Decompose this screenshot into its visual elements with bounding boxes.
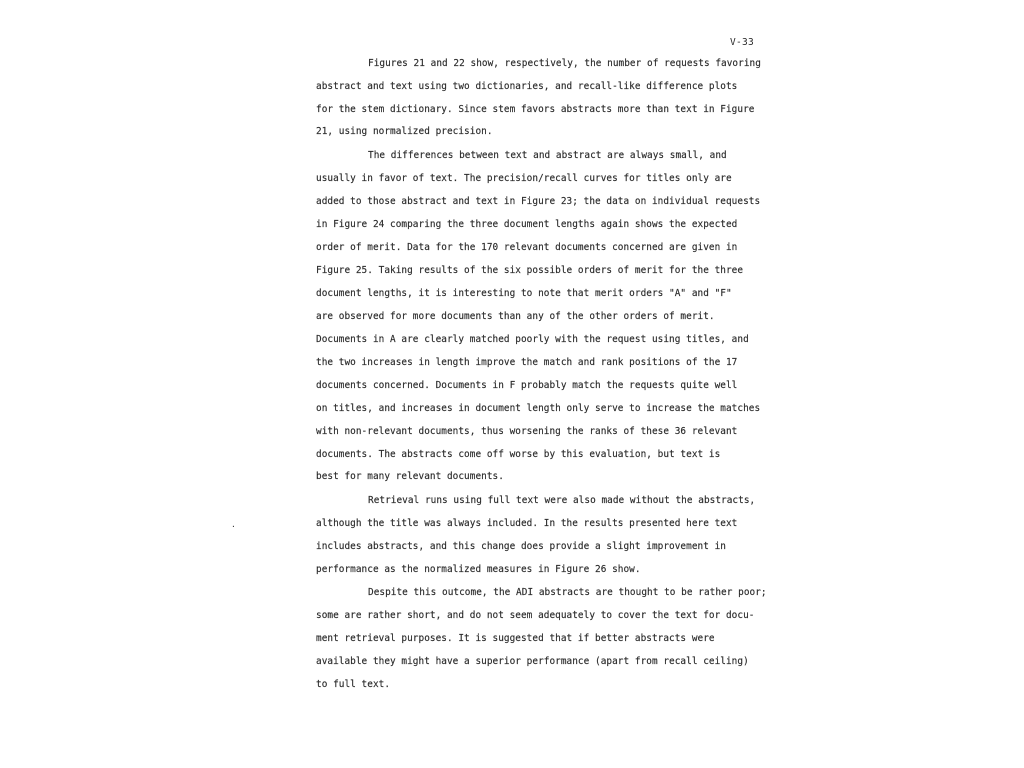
- text-line: documents. The abstracts come off worse by this evaluation, but text is: [316, 449, 721, 460]
- text-line: 21, using normalized precision.: [316, 126, 493, 137]
- text-line: some are rather short, and do not seem adequately to cover the text for docu-: [316, 610, 755, 621]
- text-line: although the title was always included. In the results presented here text: [316, 518, 738, 529]
- text-line: ment retrieval purposes. It is suggested that if better abstracts were: [316, 633, 715, 644]
- text-line: Documents in A are clearly matched poorly with the request using titles, and: [316, 334, 749, 345]
- text-line: includes abstracts, and this change does provide a slight improvement in: [316, 541, 726, 552]
- text-line: to full text.: [316, 679, 391, 690]
- text-line: Figure 25. Taking results of the six possible orders of merit for the three: [316, 265, 744, 276]
- text-line: document lengths, it is interesting to note that merit orders "A" and "F": [316, 288, 732, 299]
- page-number: V-33: [730, 37, 755, 48]
- text-line: are observed for more documents than any of the other orders of merit.: [316, 311, 715, 322]
- text-line: The differences between text and abstract are always small, and: [368, 150, 727, 161]
- text-line: Retrieval runs using full text were also made without the abstracts,: [368, 495, 756, 506]
- text-line: Figures 21 and 22 show, respectively, the number of requests favoring: [368, 58, 761, 69]
- text-line: in Figure 24 comparing the three document lengths again shows the expected: [316, 219, 738, 230]
- text-line: with non-relevant documents, thus worsening the ranks of these 36 relevant: [316, 426, 738, 437]
- text-line: best for many relevant documents.: [316, 471, 504, 482]
- text-line: performance as the normalized measures in Figure 26 show.: [316, 564, 641, 575]
- text-line: added to those abstract and text in Figure 23; the data on individual requests: [316, 196, 761, 207]
- text-line: documents concerned. Documents in F probably match the requests quite well: [316, 380, 738, 391]
- text-line: usually in favor of text. The precision/recall curves for titles only are: [316, 173, 732, 184]
- text-line: the two increases in length improve the match and rank positions of the 17: [316, 357, 738, 368]
- scan-speck: .: [231, 520, 236, 529]
- text-line: available they might have a superior performance (apart from recall ceiling): [316, 656, 749, 667]
- text-line: on titles, and increases in document length only serve to increase the matches: [316, 403, 761, 414]
- text-line: abstract and text using two dictionaries, and recall-like difference plots: [316, 81, 738, 92]
- text-line: Despite this outcome, the ADI abstracts are thought to be rather poor;: [368, 587, 767, 598]
- text-line: order of merit. Data for the 170 relevant documents concerned are given in: [316, 242, 738, 253]
- text-line: for the stem dictionary. Since stem favors abstracts more than text in Figure: [316, 104, 755, 115]
